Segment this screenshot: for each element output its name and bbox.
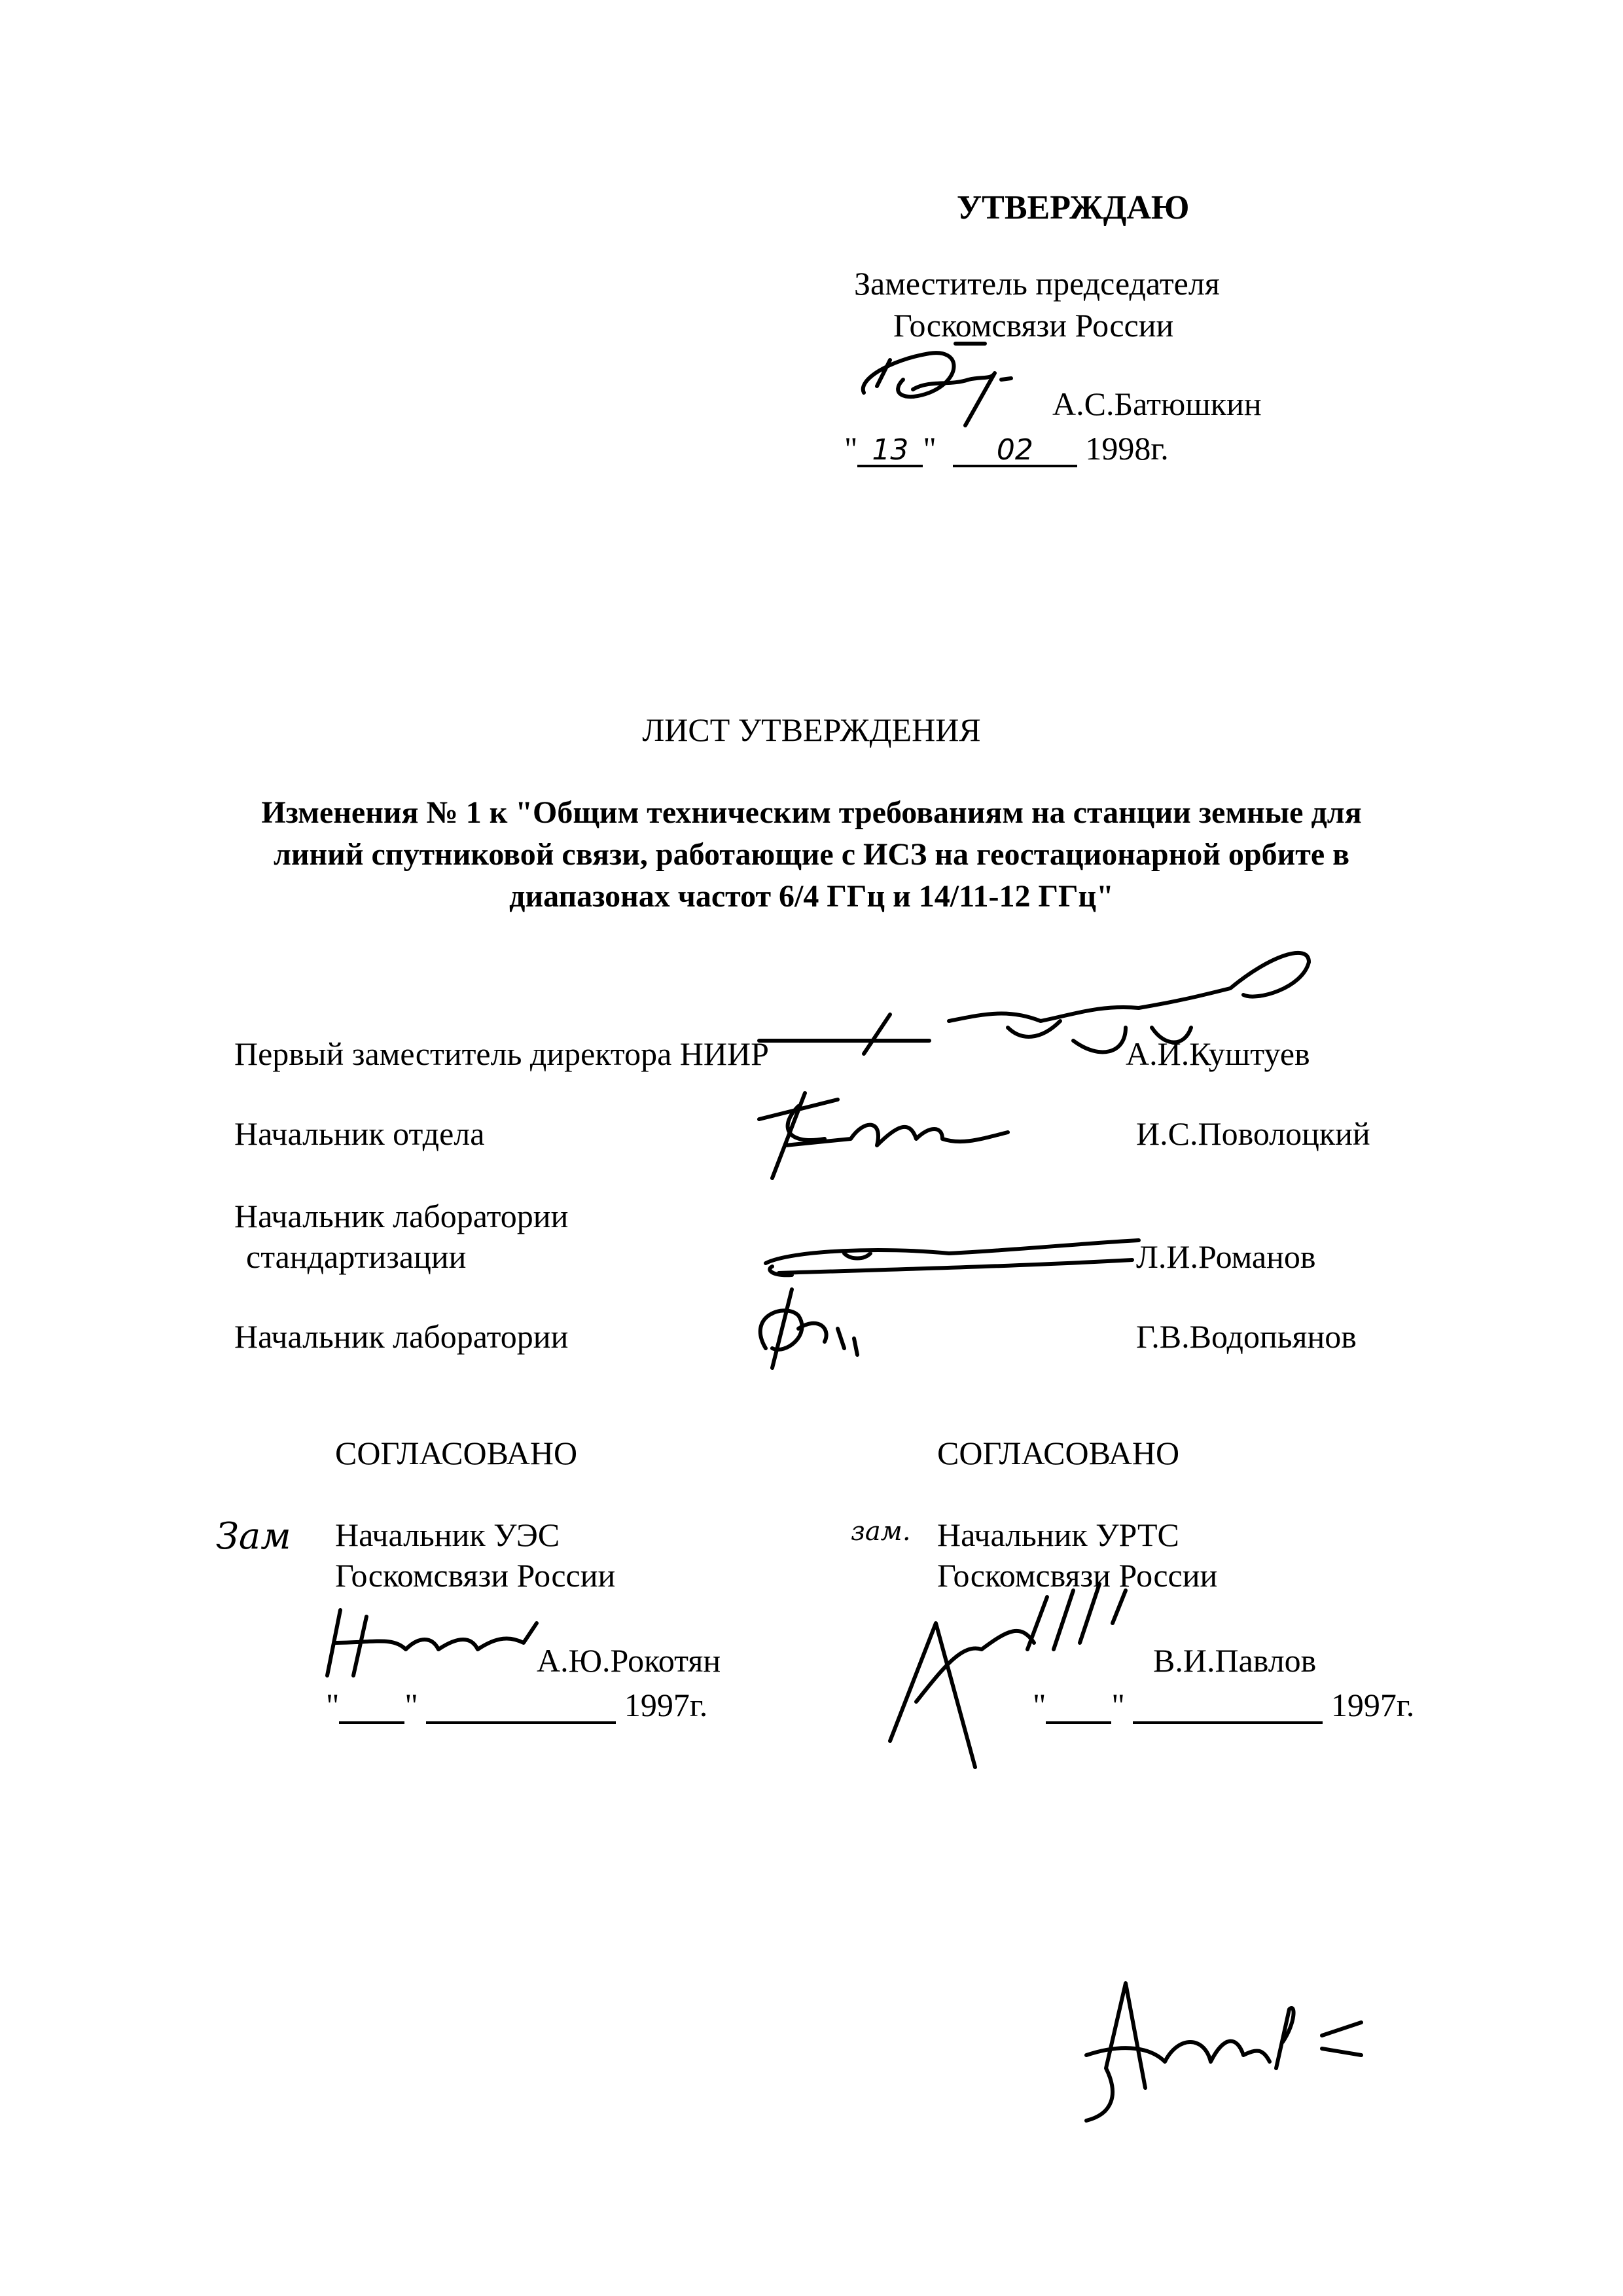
- approval-heading: УТВЕРЖДАЮ: [957, 189, 1190, 226]
- date-year: 1998г.: [1085, 430, 1169, 467]
- page-signature: [1060, 1964, 1374, 2147]
- quote-open: ": [844, 430, 858, 467]
- agreed-position-line2: Госкомсвязи России: [335, 1557, 616, 1594]
- date-month: 02: [953, 436, 1077, 467]
- signatory-position: Начальник лаборатории: [234, 1318, 569, 1355]
- signatory-signature: [746, 1080, 1021, 1185]
- agreed-date: " " 1997г.: [1033, 1687, 1415, 1723]
- agreed-year: 1997г.: [624, 1687, 708, 1723]
- signatory-name: Л.И.Романов: [1136, 1238, 1316, 1275]
- agreed-name: А.Ю.Рокотян: [537, 1642, 721, 1679]
- approval-date: [844, 432, 1169, 467]
- agreed-signature: [877, 1571, 1152, 1787]
- agreed-year: 1997г.: [1330, 1687, 1415, 1723]
- approver-position-line1: Заместитель председателя: [854, 265, 1220, 302]
- signatory-position: Начальник отдела: [234, 1115, 485, 1152]
- approver-signature: [851, 340, 1060, 425]
- handwritten-note: Зам: [216, 1515, 291, 1558]
- handwritten-note: зам.: [851, 1516, 911, 1547]
- agreed-heading: СОГЛАСОВАНО: [335, 1435, 578, 1471]
- signatory-name: И.С.Поволоцкий: [1136, 1115, 1370, 1152]
- signatory-signature: [746, 1276, 877, 1381]
- document-title: ЛИСТ УТВЕРЖДЕНИЯ: [642, 711, 981, 748]
- agreed-position-line1: Начальник УЭС: [335, 1516, 560, 1553]
- signatory-name: А.И.Куштуев: [1126, 1035, 1310, 1072]
- quote-close: ": [923, 430, 936, 467]
- agreed-position-line1: Начальник УРТС: [937, 1516, 1179, 1553]
- subject-line1: Изменения № 1 к "Общим техническим требованиям на станции земные для: [261, 795, 1362, 830]
- signatory-position: Первый заместитель директора НИИР: [234, 1035, 769, 1072]
- signatory-position-line1: Начальник лаборатории: [234, 1198, 569, 1234]
- agreed-position-line2: Госкомсвязи России: [937, 1557, 1218, 1594]
- date-day: 13: [857, 436, 923, 467]
- signatory-name: Г.В.Водопьянов: [1136, 1318, 1357, 1355]
- signatory-position-line2: стандартизации: [246, 1238, 467, 1275]
- agreed-heading: СОГЛАСОВАНО: [937, 1435, 1180, 1471]
- agreed-name: В.И.Павлов: [1153, 1642, 1317, 1679]
- subject-line2: линий спутниковой связи, работающие с ИСЗ на геостационарной орбите в: [273, 837, 1350, 872]
- subject-line3: диапазонах частот 6/4 ГГц и 14/11-12 ГГц": [509, 879, 1114, 914]
- approver-name: А.С.Батюшкин: [1052, 386, 1262, 422]
- agreed-signature: [314, 1597, 556, 1689]
- approver-position-line2: Госкомсвязи России: [893, 307, 1174, 344]
- agreed-date: " " 1997г.: [326, 1687, 708, 1723]
- signatory-signature: [733, 942, 1322, 1086]
